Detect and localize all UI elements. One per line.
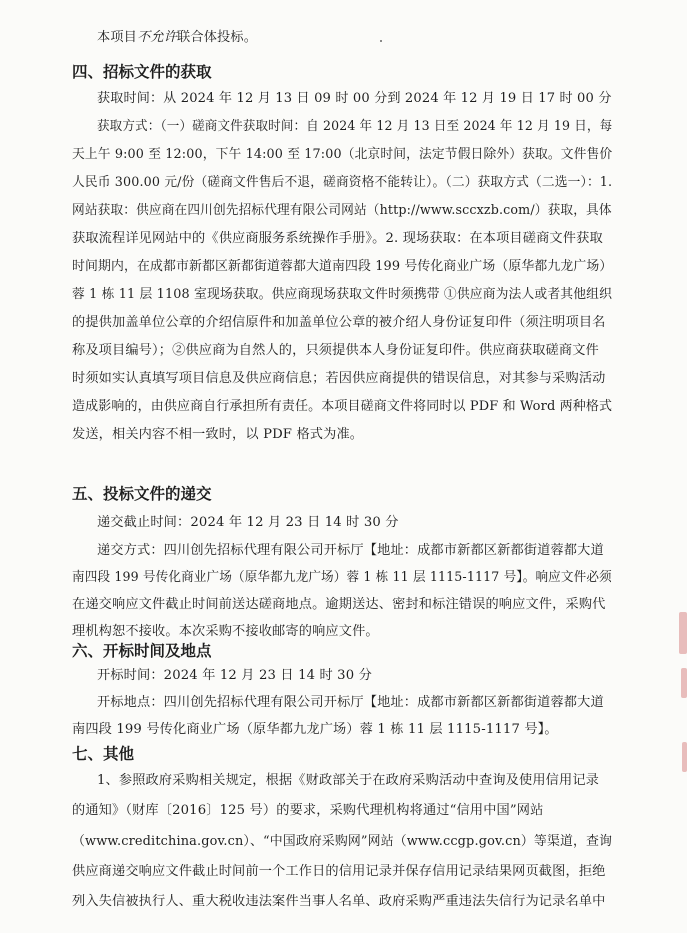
section4-line: 天上午 9:00 至 12:00，下午 14:00 至 17:00（北京时间，法定节假日除外）获取。文件售价 [72,147,613,162]
section4-line: 网站获取：供应商在四川创先招标代理有限公司网站（http://www.sccxzb.com/）获取，具体 [72,203,612,218]
section4-line: 人民币 300.00 元/份（磋商文件售后不退，磋商资格不能转让）。（二）获取方式（二选一）：1. [72,175,613,190]
note-prefix: 本项目 [97,30,138,45]
section6-line: 南四段 199 号传化商业广场（原华都九龙广场）蓉 1 栋 11 层 1115-1117 号】。 [72,722,558,737]
section5-line: 南四段 199 号传化商业广场（原华都九龙广场）蓉 1 栋 11 层 1115-1117 号】。响应文件必须 [72,570,612,585]
section4-line: 称及项目编号）；②供应商为自然人的，只须提供本人身份证复印件。供应商获取磋商文件 [72,343,599,358]
section4-line: 获取方式：（一）磋商文件获取时间：自 2024 年 12 月 13 日至 2024 年 12 月 19 日，每 [97,119,613,134]
section7-line: 的通知》（财库〔2016〕125 号）的要求，采购代理机构将通过“信用中国”网站 [72,803,544,818]
scan-speck [380,40,382,42]
section4-line: 蓉 1 栋 11 层 1108 室现场获取。供应商现场获取文件时须携带 ①供应商为法人或者其他组织 [72,287,613,302]
section5-line: 递交方式：四川创先招标代理有限公司开标厅【地址：成都市新都区新都街道蓉都大道 [97,543,604,558]
section4-line: 时间期内，在成都市新都区新都街道蓉都大道南四段 199 号传化商业广场（原华都九龙广场） [72,259,613,274]
note-emphasis: 不允许 [137,30,178,45]
seal-fragment [681,668,687,698]
section5-line: 递交截止时间：2024 年 12 月 23 日 14 时 30 分 [97,515,399,530]
section6-line: 开标时间：2024 年 12 月 23 日 14 时 30 分 [97,668,372,683]
section4-line: 造成影响的，由供应商自行承担所有责任。本项目磋商文件将同时以 PDF 和 Word 两种格式 [72,399,613,414]
section5-heading: 五、投标文件的递交 [72,485,212,503]
section4-line: 获取时间：从 2024 年 12 月 13 日 09 时 00 分到 2024 年 12 月 19 日 17 时 00 分 [97,91,612,106]
section6-line: 开标地点：四川创先招标代理有限公司开标厅【地址：成都市新都区新都街道蓉都大道 [97,695,604,710]
seal-fragment [679,612,687,654]
section7-line: （www.creditchina.gov.cn）、“中国政府采购网”网站（www.ccgp.gov.cn）等渠道，查询 [72,834,613,849]
note-suffix: 联合体投标。 [177,30,258,45]
section6-heading: 六、开标时间及地点 [72,642,212,660]
section5-line: 理机构恕不接收。本次采购不接收邮寄的响应文件。 [72,624,379,639]
section7-line: 供应商递交响应文件截止时间前一个工作日的信用记录并保存信用记录结果网页截图，拒绝 [72,864,606,879]
section7-line: 1、参照政府采购相关规定，根据《财政部关于在政府采购活动中查询及使用信用记录 [97,773,600,788]
section5-line: 在递交响应文件截止时间前送达磋商地点。逾期送达、密封和标注错误的响应文件，采购代 [72,597,606,612]
joint-bid-note [97,29,257,47]
section4-line: 发送，相关内容不相一致时，以 PDF 格式为准。 [72,427,364,442]
section7-line: 列入失信被执行人、重大税收违法案件当事人名单、政府采购严重违法失信行为记录名单中 [72,894,606,909]
section4-line: 的提供加盖单位公章的介绍信原件和加盖单位公章的被介绍人身份证复印件（须注明项目名 [72,315,606,330]
seal-fragment [682,742,687,772]
section7-heading: 七、其他 [72,745,135,763]
section4-line: 时须如实认真填写项目信息及供应商信息；若因供应商提供的错误信息，对其参与采购活动 [72,371,606,386]
section4-line: 获取流程详见网站中的《供应商服务系统操作手册》。2. 现场获取：在本项目磋商文件获取 [72,231,603,246]
section4-heading: 四、招标文件的获取 [72,63,212,81]
